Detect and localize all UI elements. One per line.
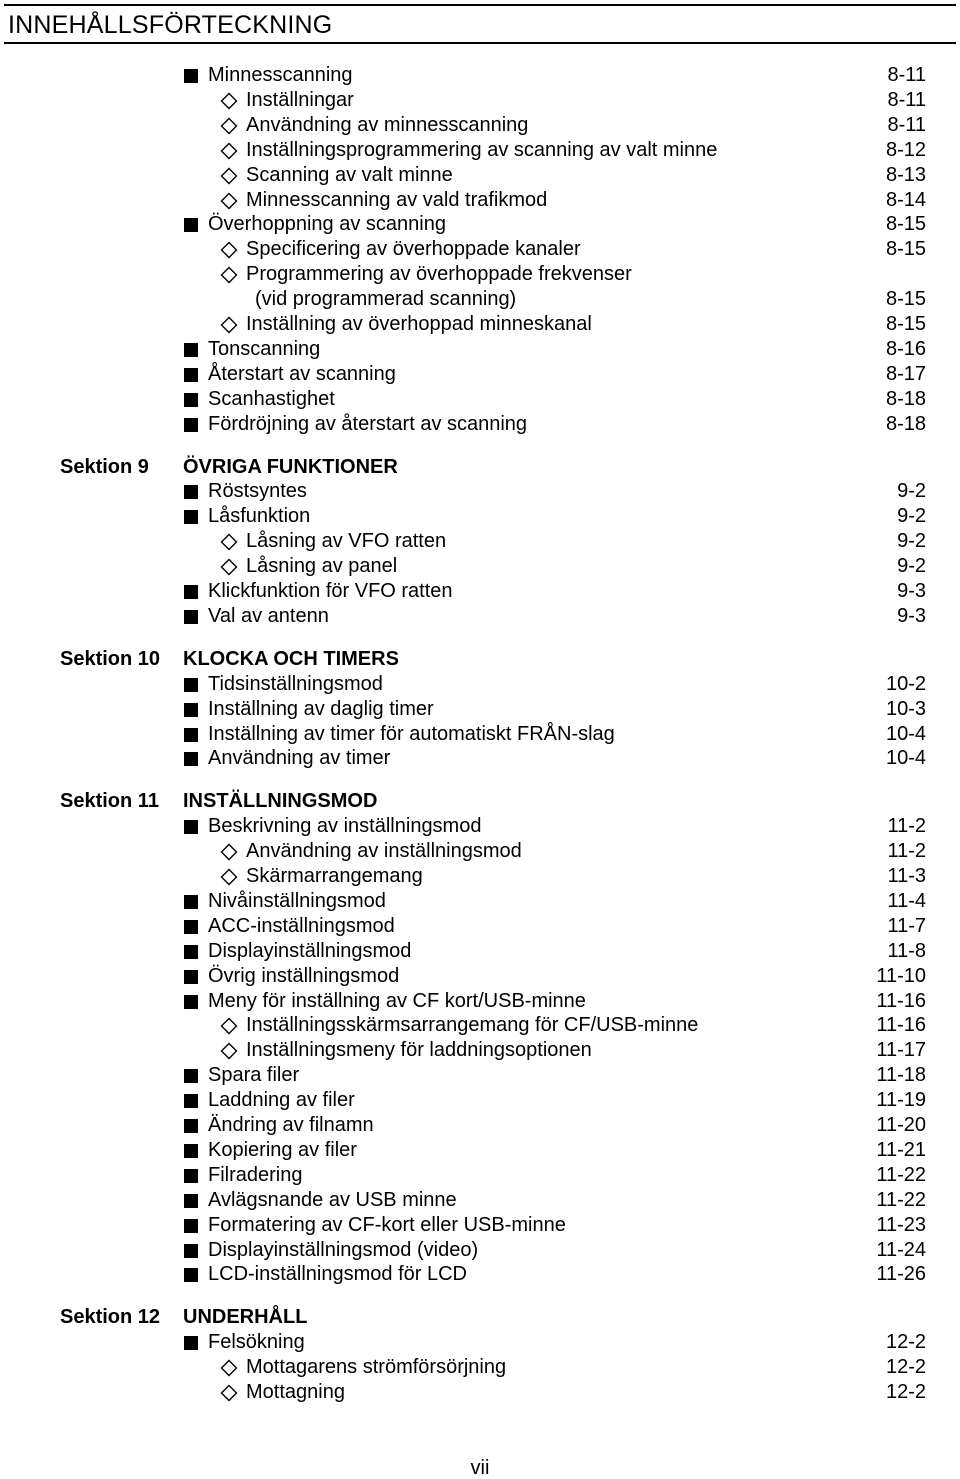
toc-entry [0,287,960,312]
toc-entry-page: 11-7 [887,914,926,937]
filled-square-bullet-icon [183,1188,201,1213]
toc-entry-page: 11-22 [876,1188,926,1211]
hollow-diamond-bullet-icon [220,237,238,262]
toc-entry [0,412,960,437]
hollow-diamond-bullet-icon [220,1013,238,1038]
toc-entry-page: 9-3 [897,604,926,627]
toc-entry [0,1213,960,1238]
toc-entry-title: Klickfunktion för VFO ratten [208,580,453,602]
toc-entry-title: (vid programmerad scanning) [255,288,517,311]
toc-entry-title: Inställningsmeny för laddningsoptionen [246,1039,592,1062]
hollow-diamond-bullet-icon [220,529,238,554]
toc-entry [0,914,960,939]
toc-entry [0,312,960,337]
toc-entry-page: 9-2 [897,480,926,503]
filled-square-bullet-icon [183,412,201,437]
toc-entry [0,237,960,262]
toc-entry [0,1088,960,1113]
toc-entry [0,1380,960,1405]
filled-square-bullet-icon [183,964,201,989]
toc-entry-page: 11-16 [876,1014,926,1037]
toc-entry-title: Röstsyntes [208,480,307,503]
toc-entry-title: Displayinställningsmod (video) [208,1238,479,1261]
toc-entry [0,989,960,1014]
toc-entry-page: 11-3 [887,865,926,887]
toc-entry-title: Programmering av överhoppade frekvenser [246,263,632,286]
toc-entry [0,746,960,771]
filled-square-bullet-icon [183,939,201,964]
toc-entry [0,697,960,722]
toc-entry-page: 8-16 [885,337,926,360]
filled-square-bullet-icon [183,1330,201,1355]
toc-entry [0,1113,960,1138]
toc-entry-title: Tonscanning [208,337,321,360]
toc-entry-title: Mottagarens strömförsörjning [246,1356,507,1379]
toc-entry [0,554,960,579]
toc-entry [0,479,960,504]
filled-square-bullet-icon [183,672,201,697]
toc-entry [0,579,960,604]
toc-entry-page: 11-4 [887,889,926,912]
hollow-diamond-bullet-icon [220,312,238,337]
toc-entry-title: Skärmarrangemang [246,865,423,887]
filled-square-bullet-icon [183,989,201,1014]
toc-entry-title: Mottagning [246,1381,345,1403]
toc-entry-title: Ändring av filnamn [208,1114,374,1136]
toc-entry-page: 9-2 [897,505,926,528]
toc-entry-title: Spara filer [208,1064,300,1087]
hollow-diamond-bullet-icon [220,138,238,163]
filled-square-bullet-icon [183,1088,201,1113]
hollow-diamond-bullet-icon [220,262,238,287]
toc-entry [0,672,960,697]
filled-square-bullet-icon [183,722,201,747]
toc-entry [0,1138,960,1163]
toc-entry [0,504,960,529]
toc-entry [0,188,960,213]
toc-entry [0,113,960,138]
toc-entry-page: 12-2 [885,1356,926,1379]
filled-square-bullet-icon [183,746,201,771]
toc-entry [0,212,960,237]
toc-entry-page: 11-20 [876,1114,926,1136]
toc-entry-page: 11-24 [876,1238,926,1261]
toc-entry [0,1038,960,1063]
toc-entry-title: Inställning av timer för automatiskt FRÅN-slag [208,722,615,745]
toc-entry-title: Val av antenn [208,604,329,627]
toc-entry-title: Övrig inställningsmod [208,964,400,987]
toc-entry [0,1330,960,1355]
hollow-diamond-bullet-icon [220,554,238,579]
toc-entry [0,814,960,839]
toc-entry-page: 11-10 [876,964,926,987]
toc-entry [0,529,960,554]
filled-square-bullet-icon [183,387,201,412]
filled-square-bullet-icon [183,697,201,722]
toc-entry-title: Scanhastighet [208,387,335,410]
toc-entry-page: 8-15 [885,238,926,261]
toc-entry [0,63,960,88]
toc-entry [0,262,960,287]
toc-entry-title: Formatering av CF-kort eller USB-minne [208,1213,566,1236]
toc-entry [0,864,960,889]
toc-entry-page: 8-15 [885,288,926,311]
toc-entry [0,1013,960,1038]
toc-entry-page: 9-3 [897,580,926,602]
hollow-diamond-bullet-icon [220,113,238,138]
toc-entry-title: Nivåinställningsmod [208,889,386,912]
hollow-diamond-bullet-icon [220,839,238,864]
toc-entry-title: Scanning av valt minne [246,163,453,186]
section-title: INSTÄLLNINGSMOD [183,790,378,813]
toc-entry [0,387,960,412]
filled-square-bullet-icon [183,362,201,387]
toc-entry-title: Inställningar [246,88,354,111]
toc-entry-page: 11-8 [887,939,926,962]
filled-square-bullet-icon [183,504,201,529]
toc-entry-page: 11-2 [887,815,926,838]
toc-entry-page: 12-2 [885,1331,926,1354]
filled-square-bullet-icon [183,914,201,939]
section-title: UNDERHÅLL [183,1306,308,1329]
toc-entry-page: 8-13 [885,163,926,186]
hollow-diamond-bullet-icon [220,1380,238,1405]
toc-entry [0,604,960,629]
toc-entry-title: ACC-inställningsmod [208,914,395,937]
toc-entry-title: Felsökning [208,1331,305,1354]
filled-square-bullet-icon [183,1262,201,1287]
filled-square-bullet-icon [183,63,201,88]
section-label: Sektion 11 [60,790,159,813]
toc-entry [0,1238,960,1263]
toc-entry [0,138,960,163]
toc-entry-page: 11-26 [876,1263,926,1286]
toc-entry [0,839,960,864]
toc-entry-title: Specificering av överhoppade kanaler [246,238,581,261]
toc-entry [0,1188,960,1213]
toc-entry [0,722,960,747]
hollow-diamond-bullet-icon [220,88,238,113]
filled-square-bullet-icon [183,814,201,839]
toc-entry-page: 11-21 [876,1138,926,1161]
page-title: INNEHÅLLSFÖRTECKNING [8,11,333,39]
toc-entry-page: 11-18 [876,1064,926,1087]
toc-entry-page: 10-3 [885,697,926,720]
filled-square-bullet-icon [183,337,201,362]
toc-entry-title: Tidsinställningsmod [208,672,383,695]
toc-entry-page: 11-16 [876,989,926,1012]
hollow-diamond-bullet-icon [220,163,238,188]
toc-entry-page: 8-12 [885,138,926,161]
toc-entry-page: 8-18 [885,387,926,410]
toc-entry [0,939,960,964]
toc-entry-page: 11-17 [876,1039,926,1062]
toc-entry-page: 11-23 [876,1213,926,1236]
toc-entry-page: 10-4 [885,747,926,770]
section-label: Sektion 9 [60,455,149,478]
toc-entry-page: 8-11 [887,88,926,111]
filled-square-bullet-icon [183,889,201,914]
section-title: ÖVRIGA FUNKTIONER [183,455,398,478]
toc-entry-page: 8-15 [885,213,926,236]
toc-entry [0,337,960,362]
toc-entry-title: Överhoppning av scanning [208,213,446,236]
toc-entry-title: Displayinställningsmod [208,939,412,962]
filled-square-bullet-icon [183,1138,201,1163]
toc-entry-title: Beskrivning av inställningsmod [208,815,482,838]
toc-entry-title: Minnesscanning [208,64,353,86]
toc-entry-page: 10-2 [885,672,926,695]
toc-entry-title: Inställningsprogrammering av scanning av valt minne [246,138,718,161]
toc-entry-title: Meny för inställning av CF kort/USB-minne [208,989,586,1012]
toc-entry [0,88,960,113]
toc-entry-page: 11-22 [876,1163,926,1186]
toc-entry-title: Låsning av VFO ratten [246,530,447,553]
filled-square-bullet-icon [183,1063,201,1088]
page-number: vii [470,1457,490,1479]
filled-square-bullet-icon [183,604,201,629]
toc-entry-page: 11-19 [876,1089,926,1112]
toc-entry-page: 10-4 [885,722,926,745]
toc-entry-page: 8-11 [887,113,926,136]
section-label: Sektion 12 [60,1306,161,1329]
toc-entry-page: 8-14 [885,188,926,211]
toc-entry-page: 9-2 [897,530,926,553]
toc-entry-page: 9-2 [897,555,926,578]
toc-entry-page: 8-18 [885,412,926,435]
toc-entry-title: Inställning av daglig timer [208,697,434,720]
toc-entry-title: Låsfunktion [208,505,311,528]
toc-entry-title: Kopiering av filer [208,1138,357,1161]
filled-square-bullet-icon [183,1163,201,1188]
filled-square-bullet-icon [183,1238,201,1263]
section-title: KLOCKA OCH TIMERS [183,647,399,670]
toc-entry [0,1262,960,1287]
toc-entry-title: Inställning av överhoppad minneskanal [246,313,592,335]
toc-entry-title: Återstart av scanning [208,362,396,385]
toc-entry-title: Laddning av filer [208,1089,355,1112]
filled-square-bullet-icon [183,579,201,604]
toc-entry-title: Låsning av panel [246,555,398,578]
toc-entry-title: Användning av timer [208,747,391,770]
hollow-diamond-bullet-icon [220,1038,238,1063]
hollow-diamond-bullet-icon [220,188,238,213]
toc-entry [0,1063,960,1088]
toc-entry-page: 11-2 [887,840,926,863]
filled-square-bullet-icon [183,212,201,237]
toc-entry [0,163,960,188]
toc-entry-page: 12-2 [885,1381,926,1403]
filled-square-bullet-icon [183,1113,201,1138]
toc-entry [0,362,960,387]
toc-entry [0,889,960,914]
hollow-diamond-bullet-icon [220,864,238,889]
toc-entry-title: Filradering [208,1163,303,1186]
toc-entry-title: Användning av inställningsmod [246,840,522,863]
toc-entry-title: Avlägsnande av USB minne [208,1188,457,1211]
filled-square-bullet-icon [183,1213,201,1238]
filled-square-bullet-icon [183,479,201,504]
toc-entry-page: 8-11 [887,64,926,86]
toc-entry-title: Inställningsskärmsarrangemang för CF/USB-minne [246,1014,699,1037]
toc-entry-page: 8-17 [885,362,926,385]
toc-entry-title: Användning av minnesscanning [246,113,529,136]
hollow-diamond-bullet-icon [220,1355,238,1380]
toc-entry [0,1163,960,1188]
section-label: Sektion 10 [60,647,161,670]
toc-entry-title: Minnesscanning av vald trafikmod [246,188,548,211]
toc-entry [0,1355,960,1380]
page-header [4,4,956,44]
toc-entry-page: 8-15 [885,313,926,335]
toc-entry-title: Fördröjning av återstart av scanning [208,412,528,435]
toc-entry-title: LCD-inställningsmod för LCD [208,1263,467,1286]
toc-entry [0,964,960,989]
